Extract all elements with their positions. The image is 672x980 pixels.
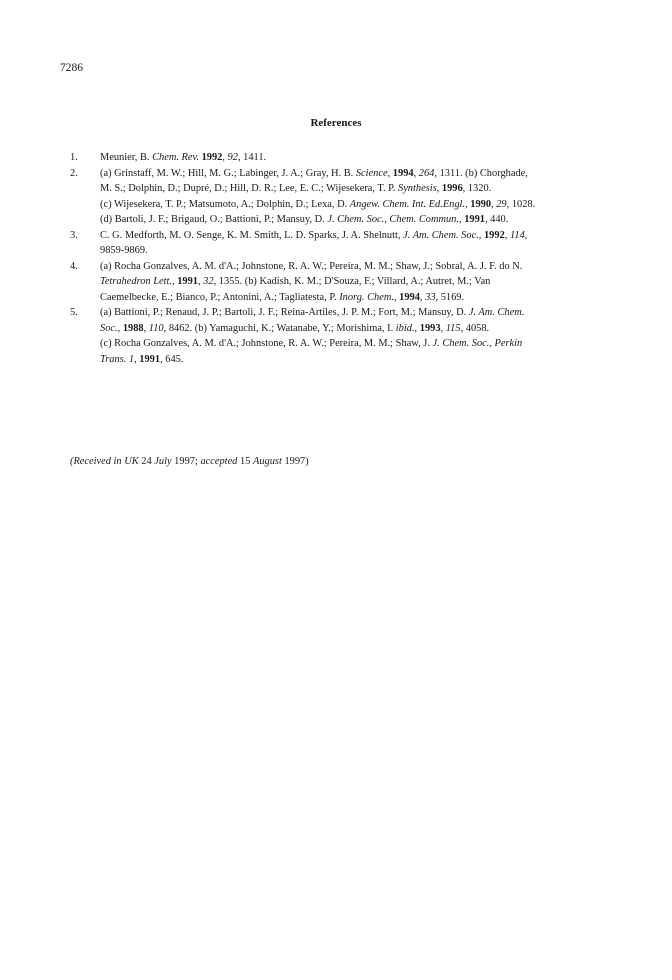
text-run: ,	[387, 167, 393, 179]
text-run: Inorg. Chem.	[339, 291, 394, 303]
text-run: (c) Rocha Gonzalves, A. M. d'A.; Johnstone, R. A. W.; Pereira, M. M.; Shaw, J.	[100, 338, 433, 349]
reference-text	[100, 259, 630, 306]
text-run: ,	[465, 198, 471, 210]
text-run: (a) Battioni, P.; Renaud, J. P.; Bartoli, J. F.; Reina-Artiles, J. P. M.; Fort, M.; Mansuy, D.	[100, 307, 469, 318]
text-run: ,	[419, 291, 426, 303]
references-heading: References	[310, 117, 362, 129]
reference-line	[100, 290, 630, 306]
text-run: (a) Rocha Gonzalves, A. M. d'A.; Johnstone, R. A. W.; Pereira, M. M.; Shaw, J.; Sobral, A. J. F. do N.	[100, 260, 523, 272]
text-run: 110	[148, 322, 164, 334]
text-run: Soc.	[100, 322, 118, 334]
text-run: J. Am. Chem. Soc.	[403, 229, 479, 241]
reference-line	[100, 150, 630, 166]
text-run: , 5169.	[435, 291, 465, 303]
reference-line	[100, 259, 630, 275]
text-run: ,	[134, 353, 140, 365]
text-run: ,	[197, 276, 204, 287]
reference-number: 5.	[70, 307, 78, 318]
text-run: 1992	[201, 152, 223, 163]
text-run: accepted	[200, 456, 238, 467]
text-run: 32	[203, 276, 214, 287]
text-run: ,	[478, 229, 484, 241]
text-run: , 645.	[160, 353, 184, 365]
reference-line	[100, 228, 630, 244]
text-run: 1996	[441, 183, 463, 194]
text-run: , 4058.	[460, 322, 490, 334]
text-run: July	[154, 456, 172, 467]
reference-line	[100, 336, 630, 352]
reference-item	[70, 228, 630, 259]
text-run: 264	[418, 167, 435, 179]
text-run: 1994	[399, 291, 420, 303]
text-run: , 440.	[484, 214, 509, 225]
text-run: , 1311. (b) Chorghade,	[434, 167, 528, 179]
reference-text	[100, 166, 630, 228]
text-run: August	[252, 456, 282, 467]
text-run: 1988	[122, 322, 144, 334]
text-run: 1991	[464, 214, 485, 225]
reference-item	[70, 305, 630, 367]
text-run: C. G. Medforth, M. O. Senge, K. M. Smith, L. D. Sparks, J. A. Shelnutt,	[100, 229, 404, 241]
text-run: 1997;	[171, 456, 201, 467]
text-run: Angew. Chem. Int. Ed.Engl.	[349, 198, 466, 210]
text-run: 33	[425, 291, 436, 303]
text-run: ,	[414, 322, 420, 334]
received-note	[70, 456, 309, 467]
text-run: ,	[143, 322, 149, 334]
reference-list	[70, 150, 630, 367]
reference-item	[70, 259, 630, 306]
text-run: ,	[524, 229, 528, 241]
reference-line	[100, 212, 630, 228]
text-run: 1991	[177, 276, 198, 287]
text-run: ibid.	[395, 322, 415, 334]
text-run: ,	[117, 322, 123, 334]
text-run: 9859-9869.	[100, 245, 148, 256]
reference-item	[70, 150, 630, 166]
text-run: (a) Grinstaff, M. W.; Hill, M. G.; Labinger, J. A.; Gray, H. B.	[100, 167, 356, 179]
text-run: ,	[504, 229, 510, 241]
text-run: 24	[138, 456, 155, 467]
text-run: Trans. 1	[100, 353, 135, 365]
reference-text	[100, 305, 630, 367]
reference-item	[70, 166, 630, 228]
text-run: J. Am. Chem.	[468, 307, 525, 318]
text-run: 1994	[392, 167, 414, 179]
text-run: , 1355. (b) Kadish, K. M.; D'Souza, F.; Villard, A.; Autret, M.; Van	[213, 276, 491, 287]
reference-number: 4.	[70, 260, 78, 272]
page-number: 7286	[60, 62, 83, 74]
text-run: 1992	[483, 229, 505, 241]
text-run: 92	[227, 152, 238, 163]
text-run: ,	[171, 276, 178, 287]
text-run: 15	[237, 456, 253, 467]
text-run: , 8462. (b) Yamaguchi, K.; Watanabe, Y.; Morishima, I.	[163, 322, 396, 334]
reference-line	[100, 305, 630, 321]
text-run: (Received in UK	[70, 456, 139, 467]
text-run: Meunier, B.	[100, 152, 153, 163]
text-run: 1991	[139, 353, 161, 365]
reference-line	[100, 352, 630, 368]
text-run: Science	[355, 167, 388, 179]
text-run: , 1320.	[462, 183, 492, 194]
reference-text	[100, 228, 630, 259]
text-run: ,	[491, 198, 497, 210]
text-run: Tetrahedron Lett.	[100, 276, 172, 287]
text-run: ,	[413, 167, 419, 179]
text-run: ,	[222, 152, 228, 163]
reference-number: 3.	[70, 229, 78, 241]
reference-number: 1.	[70, 152, 78, 163]
text-run: (c) Wijesekera, T. P.; Matsumoto, A.; Dolphin, D.; Lexa, D.	[100, 198, 350, 210]
text-run: 1997)	[281, 456, 309, 467]
text-run: Caemelbecke, E.; Bianco, P.; Antonini, A.; Tagliatesta, P.	[100, 291, 340, 303]
text-run: ,	[436, 183, 442, 194]
text-run: ,	[458, 214, 465, 225]
text-run: , 1028.	[506, 198, 536, 210]
text-run: Chem. Rev.	[152, 152, 199, 163]
text-run: , 1411.	[237, 152, 267, 163]
text-run: J. Chem. Soc., Perkin	[432, 338, 523, 349]
reference-line	[100, 166, 630, 182]
text-run: 1990	[470, 198, 492, 210]
text-run: M. S.; Dolphin, D.; Dupré, D.; Hill, D. R.; Lee, E. C.; Wijesekera, T. P.	[100, 183, 398, 194]
reference-text	[100, 150, 630, 166]
reference-line	[100, 197, 630, 213]
text-run: 1993	[419, 322, 441, 334]
text-run: ,	[393, 291, 400, 303]
text-run: Synthesis	[398, 183, 437, 194]
reference-line	[100, 274, 630, 290]
text-run: J. Chem. Soc., Chem. Commun.	[327, 214, 459, 225]
text-run: (d) Bartoli, J. F.; Brigaud, O.; Battioni, P.; Mansuy, D.	[100, 214, 328, 225]
reference-line	[100, 243, 630, 259]
text-run: 29	[496, 198, 507, 210]
reference-number: 2.	[70, 167, 78, 179]
reference-line	[100, 321, 630, 337]
reference-line	[100, 181, 630, 197]
text-run: 114	[509, 229, 525, 241]
text-run: 115	[445, 322, 461, 334]
text-run: ,	[440, 322, 446, 334]
